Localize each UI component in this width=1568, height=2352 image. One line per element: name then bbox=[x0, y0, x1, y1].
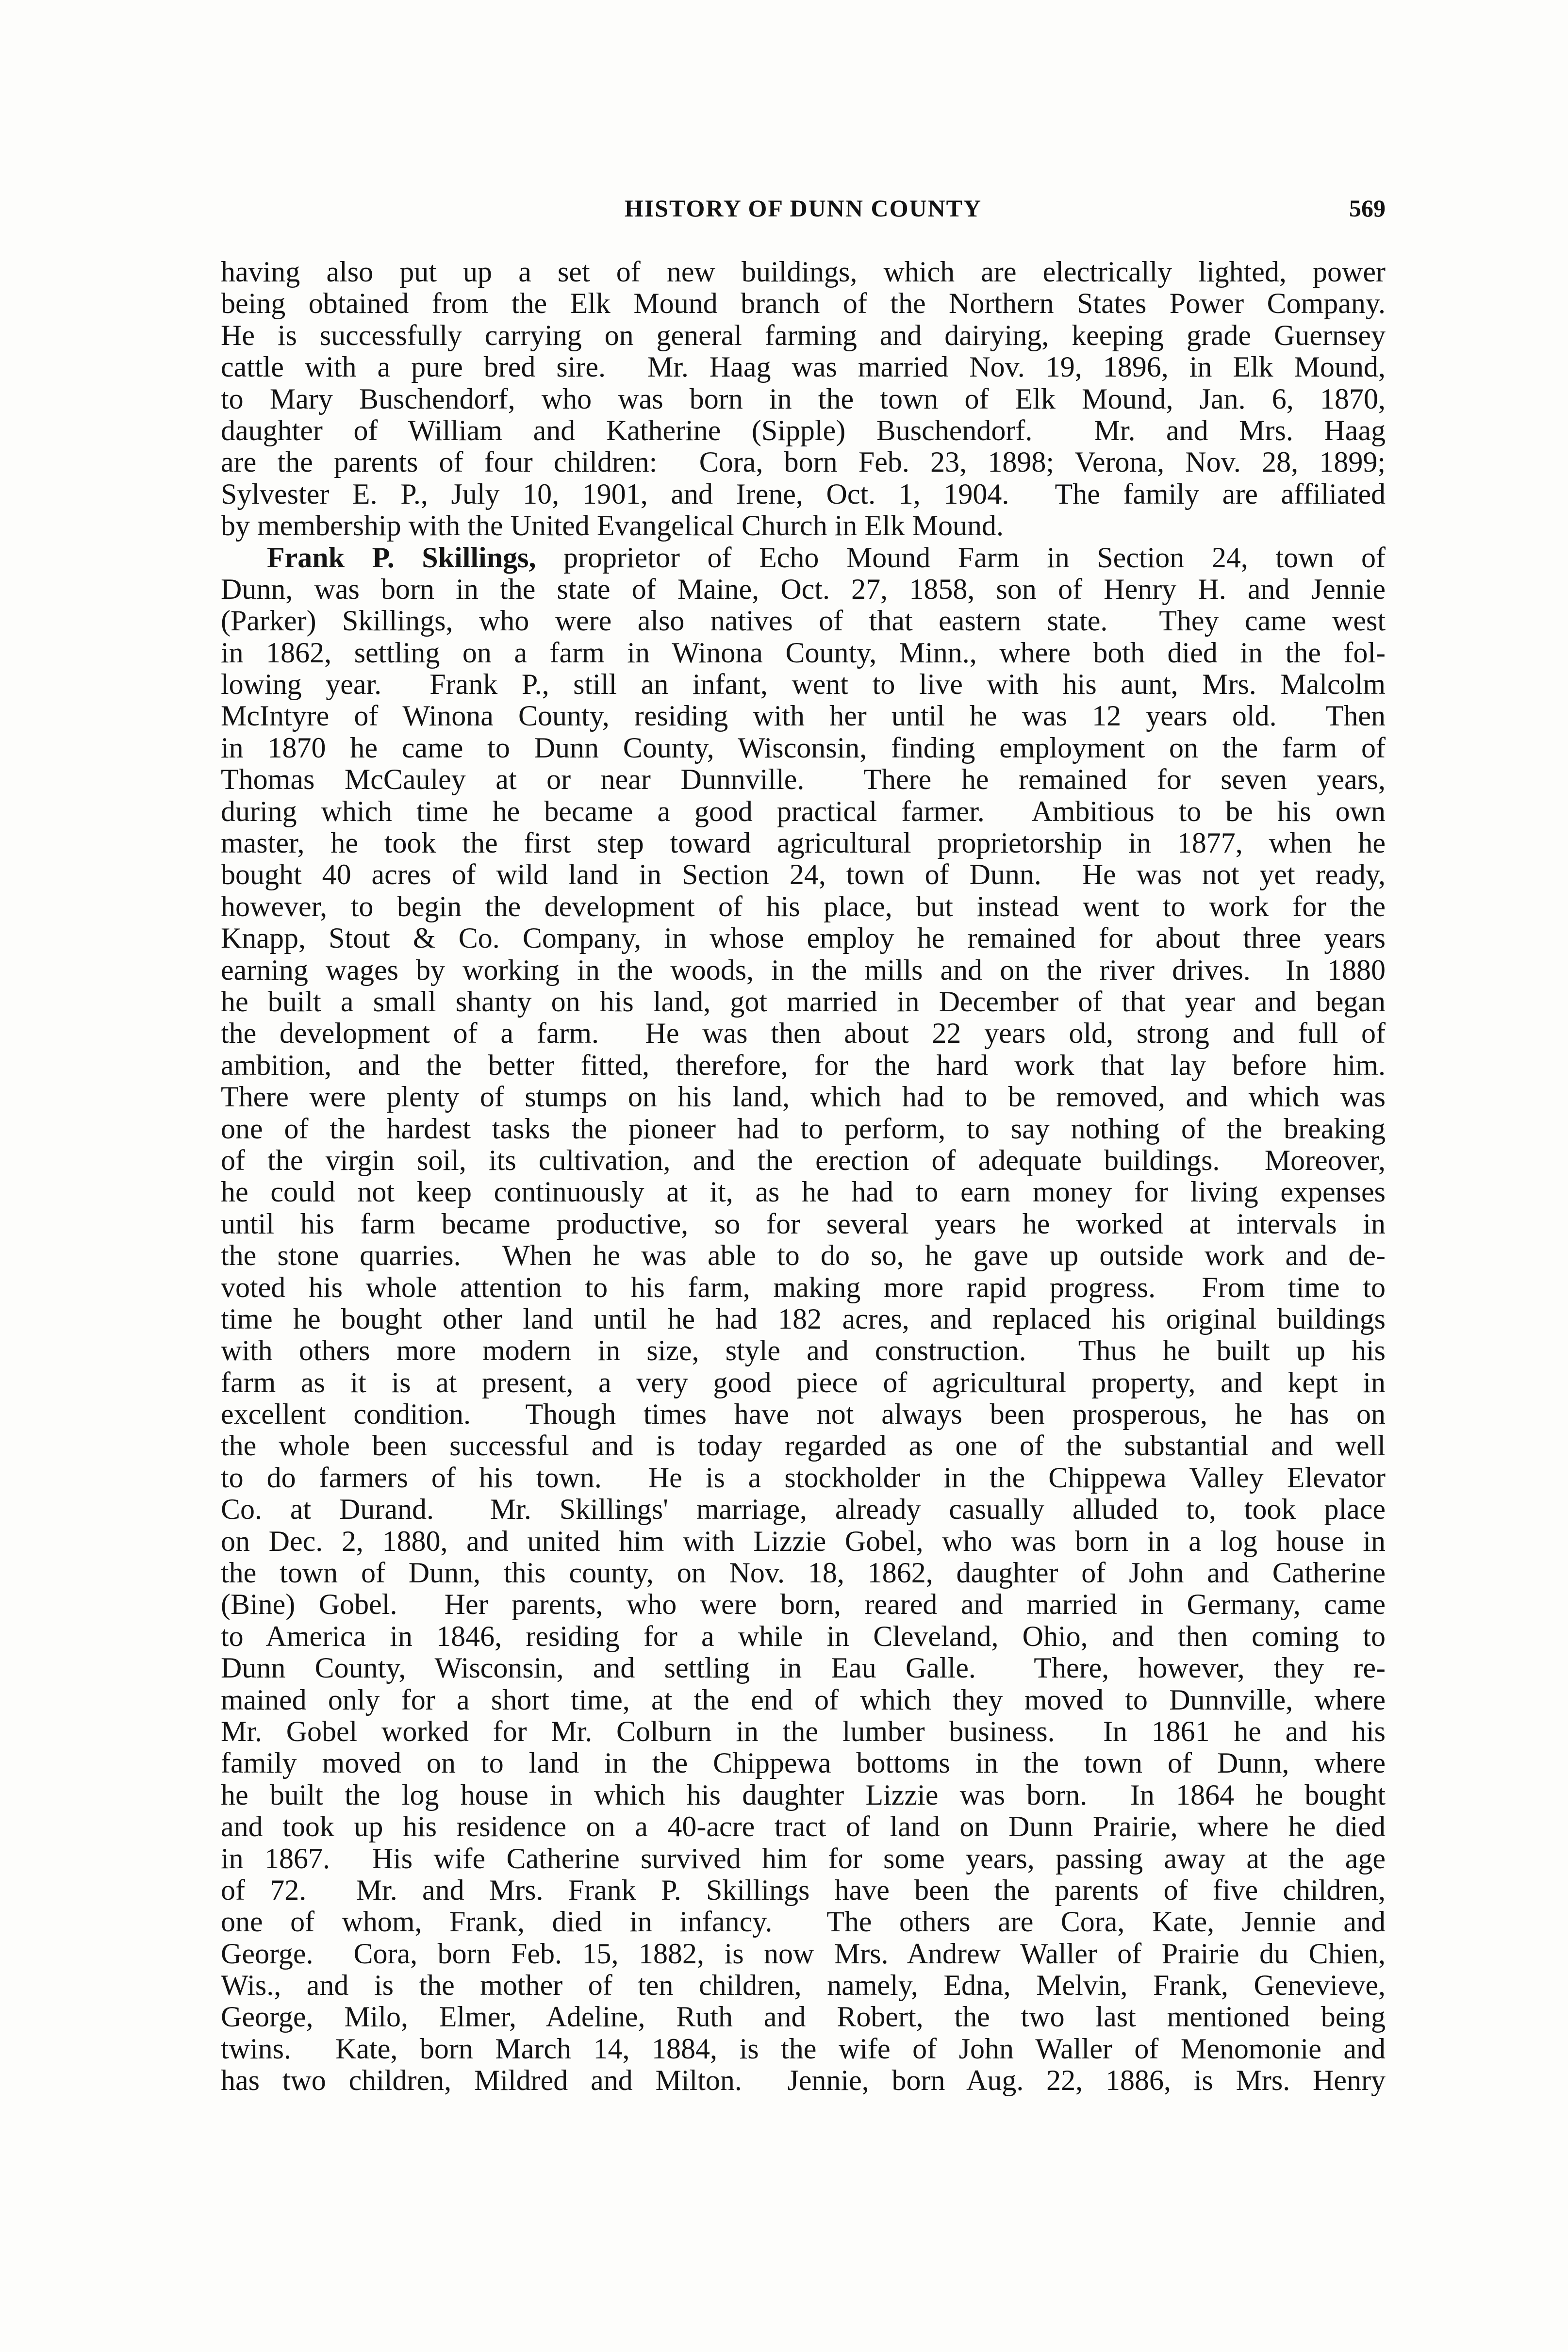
text-line: time he bought other land until he had 182 acres, and replaced his original buildings bbox=[221, 1302, 1386, 1335]
text-line: George. Cora, born Feb. 15, 1882, is now Mrs. Andrew Waller of Prairie du Chien, bbox=[221, 1937, 1386, 1970]
text-line: mained only for a short time, at the end of which they moved to Dunnville, where bbox=[221, 1683, 1386, 1716]
text-line: on Dec. 2, 1880, and united him with Lizzie Gobel, who was born in a log house in bbox=[221, 1525, 1386, 1557]
text-line: are the parents of four children: Cora, born Feb. 23, 1898; Verona, Nov. 28, 1899; bbox=[221, 446, 1386, 478]
text-line: master, he took the first step toward agricultural proprietorship in 1877, when he bbox=[221, 827, 1386, 859]
text-line: the whole been successful and is today regarded as one of the substantial and well bbox=[221, 1430, 1386, 1462]
text-line: in 1867. His wife Catherine survived him for some years, passing away at the age bbox=[221, 1842, 1386, 1875]
text-line: the stone quarries. When he was able to do so, he gave up outside work and de- bbox=[221, 1239, 1386, 1272]
text-line: earning wages by working in the woods, in the mills and on the river drives. In 1880 bbox=[221, 954, 1386, 986]
text-line: excellent condition. Though times have not always been prosperous, he has on bbox=[221, 1398, 1386, 1431]
text-line: twins. Kate, born March 14, 1884, is the wife of John Waller of Menomonie and bbox=[221, 2032, 1386, 2065]
text-line: however, to begin the development of his place, but instead went to work for the bbox=[221, 890, 1386, 922]
text-line: he could not keep continuously at it, as he had to earn money for living expenses bbox=[221, 1176, 1386, 1208]
paragraph-first-line bbox=[221, 542, 1386, 574]
text-line: by membership with the United Evangelical Church in Elk Mound. bbox=[221, 510, 1004, 542]
text-line: Co. at Durand. Mr. Skillings' marriage, already casually alluded to, took place bbox=[221, 1493, 1386, 1526]
text-line: Mr. Gobel worked for Mr. Colburn in the lumber business. In 1861 he and his bbox=[221, 1715, 1386, 1747]
text-line: George, Milo, Elmer, Adeline, Ruth and Robert, the two last mentioned being bbox=[221, 2001, 1386, 2033]
text-line: cattle with a pure bred sire. Mr. Haag was married Nov. 19, 1896, in Elk Mound, bbox=[221, 351, 1386, 383]
text-line: being obtained from the Elk Mound branch of the Northern States Power Company. bbox=[221, 287, 1386, 320]
page-header bbox=[221, 194, 1386, 228]
text-line: lowing year. Frank P., still an infant, went to live with his aunt, Mrs. Malcolm bbox=[221, 668, 1386, 701]
text-line: having also put up a set of new buildings, which are electrically lighted, power bbox=[221, 256, 1386, 288]
text-line: bought 40 acres of wild land in Section 24, town of Dunn. He was not yet ready, bbox=[221, 858, 1386, 891]
text-line: to Mary Buschendorf, who was born in the town of Elk Mound, Jan. 6, 1870, bbox=[221, 382, 1386, 415]
text-line: Sylvester E. P., July 10, 1901, and Irene, Oct. 1, 1904. The family are affiliated bbox=[221, 477, 1386, 510]
text-line: during which time he became a good practical farmer. Ambitious to be his own bbox=[221, 795, 1386, 827]
text-line: McIntyre of Winona County, residing with her until he was 12 years old. Then bbox=[221, 700, 1386, 732]
text-line: the development of a farm. He was then about 22 years old, strong and full of bbox=[221, 1017, 1386, 1050]
page-number: 569 bbox=[1349, 195, 1386, 222]
text-line: Thomas McCauley at or near Dunnville. There he remained for seven years, bbox=[221, 763, 1386, 796]
text-line: of the virgin soil, its cultivation, and the erection of adequate buildings. Moreover, bbox=[221, 1144, 1386, 1176]
text-line: and took up his residence on a 40-acre tract of land on Dunn Prairie, where he died bbox=[221, 1810, 1386, 1843]
text-line: one of whom, Frank, died in infancy. The others are Cora, Kate, Jennie and bbox=[221, 1906, 1386, 1938]
text-line: (Parker) Skillings, who were also natives of that eastern state. They came west bbox=[221, 605, 1386, 637]
text-line: to do farmers of his town. He is a stockholder in the Chippewa Valley Elevator bbox=[221, 1461, 1386, 1494]
text-line: the town of Dunn, this county, on Nov. 18, 1862, daughter of John and Catherine bbox=[221, 1557, 1386, 1589]
text-line: to America in 1846, residing for a while in Cleveland, Ohio, and then coming to bbox=[221, 1620, 1386, 1652]
text-line: Wis., and is the mother of ten children, namely, Edna, Melvin, Frank, Genevieve, bbox=[221, 1969, 1386, 2002]
text-line: daughter of William and Katherine (Sipple) Buschendorf. Mr. and Mrs. Haag bbox=[221, 414, 1386, 446]
text-line: (Bine) Gobel. Her parents, who were born, reared and married in Germany, came bbox=[221, 1588, 1386, 1621]
text-line: ambition, and the better fitted, therefore, for the hard work that lay before him. bbox=[221, 1049, 1386, 1081]
text-line: in 1870 he came to Dunn County, Wisconsin, finding employment on the farm of bbox=[221, 731, 1386, 764]
text-line: with others more modern in size, style and construction. Thus he built up his bbox=[221, 1334, 1386, 1367]
text-line: Dunn County, Wisconsin, and settling in Eau Galle. There, however, they re- bbox=[221, 1652, 1386, 1684]
text-line: has two children, Mildred and Milton. Jennie, born Aug. 22, 1886, is Mrs. Henry bbox=[221, 2064, 1386, 2097]
text-line: Dunn, was born in the state of Maine, Oct. 27, 1858, son of Henry H. and Jennie bbox=[221, 573, 1386, 605]
text-fragment: proprietor of Echo Mound Farm in Section 24, town of bbox=[536, 541, 1386, 574]
text-line: one of the hardest tasks the pioneer had to perform, to say nothing of the breaking bbox=[221, 1112, 1386, 1145]
subject-name: Frank P. Skillings, bbox=[267, 541, 536, 574]
text-line: family moved on to land in the Chippewa bottoms in the town of Dunn, where bbox=[221, 1747, 1386, 1779]
text-line: until his farm became productive, so for several years he worked at intervals in bbox=[221, 1207, 1386, 1240]
text-line: in 1862, settling on a farm in Winona County, Minn., where both died in the fol- bbox=[221, 636, 1386, 669]
body-text bbox=[221, 256, 1386, 2097]
text-line: Knapp, Stout & Co. Company, in whose employ he remained for about three years bbox=[221, 922, 1386, 954]
text-line: farm as it is at present, a very good piece of agricultural property, and kept in bbox=[221, 1366, 1386, 1398]
text-line: he built the log house in which his daughter Lizzie was born. In 1864 he bought bbox=[221, 1778, 1386, 1811]
text-line: of 72. Mr. and Mrs. Frank P. Skillings have been the parents of five children, bbox=[221, 1874, 1386, 1906]
text-line: he built a small shanty on his land, got married in December of that year and began bbox=[221, 985, 1386, 1018]
running-title: HISTORY OF DUNN COUNTY bbox=[624, 195, 982, 222]
text-line: There were plenty of stumps on his land, which had to be removed, and which was bbox=[221, 1081, 1386, 1113]
text-line: He is successfully carrying on general farming and dairying, keeping grade Guernsey bbox=[221, 319, 1386, 351]
text-line: voted his whole attention to his farm, making more rapid progress. From time to bbox=[221, 1271, 1386, 1303]
